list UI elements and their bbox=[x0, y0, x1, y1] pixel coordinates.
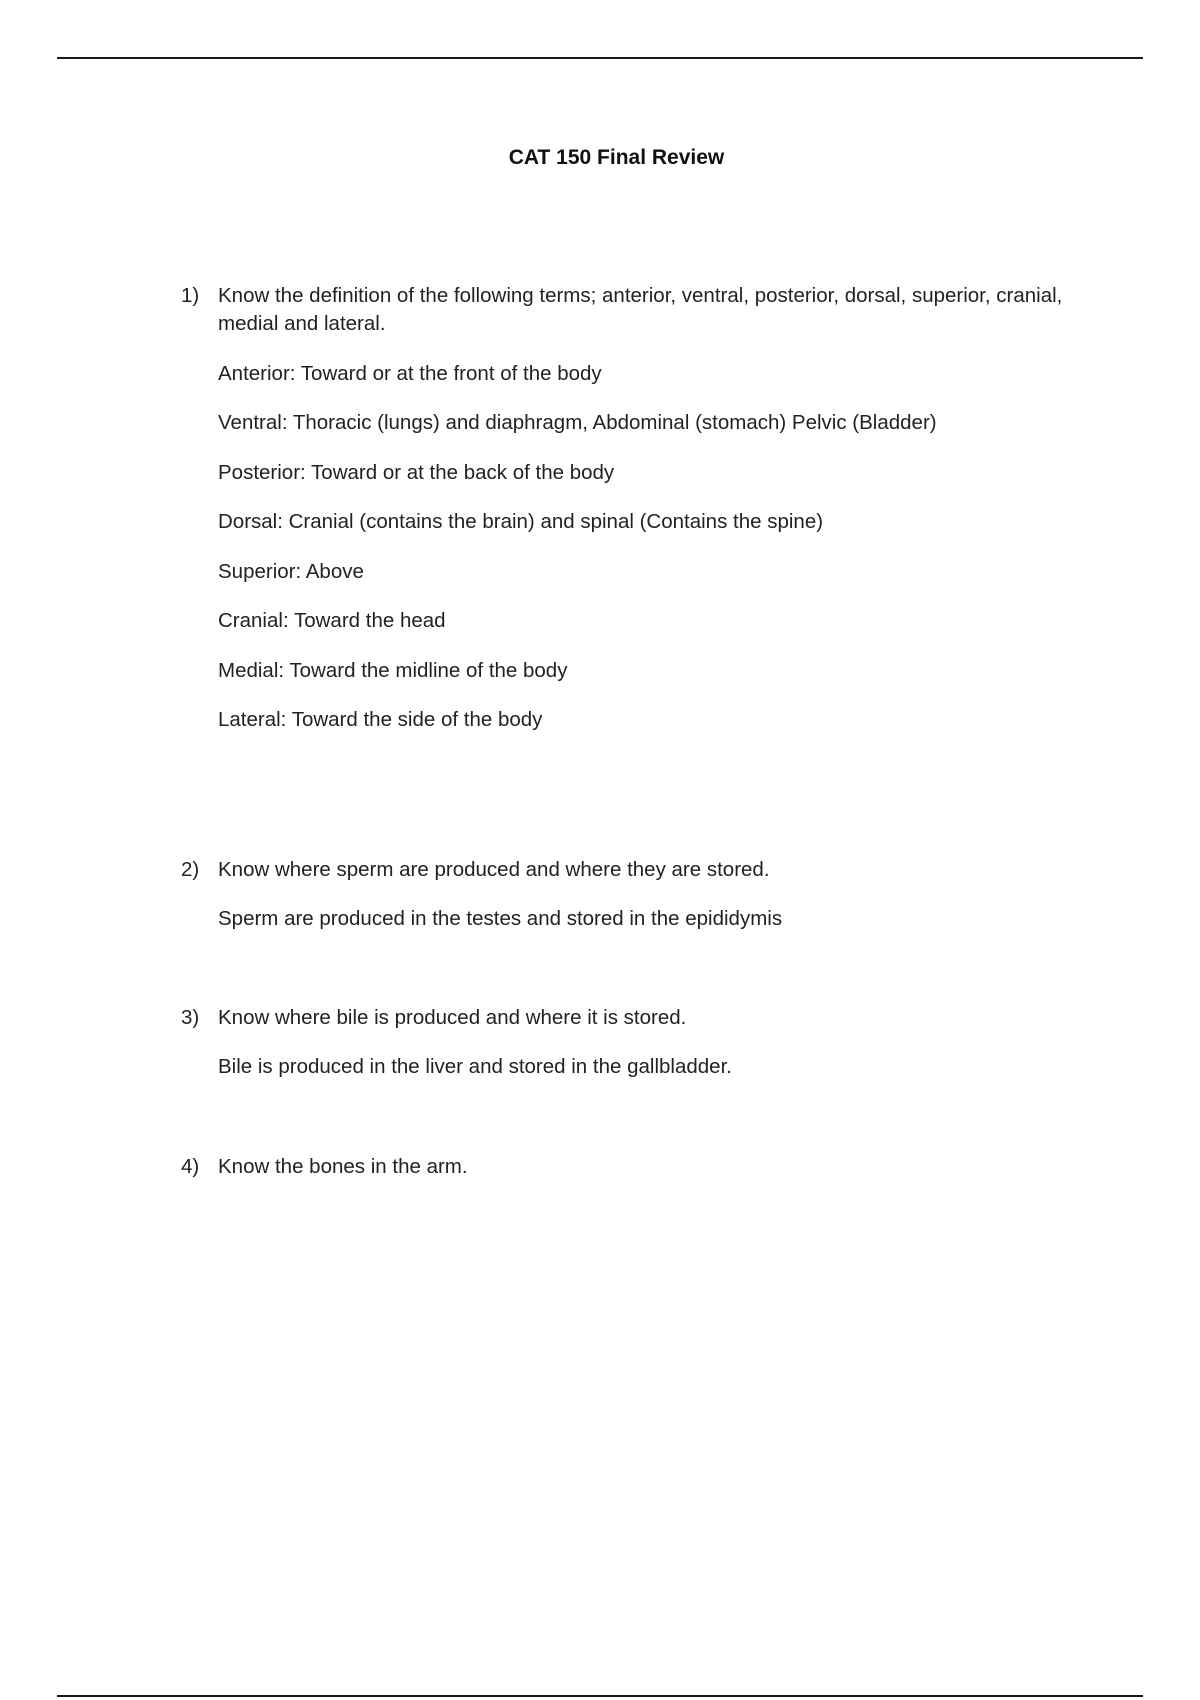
question-prompt: Know where sperm are produced and where they are stored. bbox=[218, 858, 770, 881]
question-number: 2) bbox=[181, 858, 200, 881]
answer-ventral: Ventral: Thoracic (lungs) and diaphragm, Abdominal (stomach) Pelvic (Bladder) bbox=[218, 411, 937, 434]
question-3 bbox=[181, 1004, 1081, 1032]
question-number: 4) bbox=[181, 1155, 200, 1178]
answer-anterior: Anterior: Toward or at the front of the body bbox=[218, 362, 602, 385]
question-1 bbox=[181, 282, 1081, 338]
answer-cranial: Cranial: Toward the head bbox=[218, 609, 446, 632]
answer-superior: Superior: Above bbox=[218, 560, 364, 583]
bottom-divider bbox=[57, 1695, 1143, 1697]
answer-medial: Medial: Toward the midline of the body bbox=[218, 659, 568, 682]
answer-lateral: Lateral: Toward the side of the body bbox=[218, 708, 543, 731]
question-2 bbox=[181, 856, 1081, 884]
page-title: CAT 150 Final Review bbox=[508, 146, 725, 169]
top-divider bbox=[57, 57, 1143, 59]
question-prompt: Know the definition of the following terms; anterior, ventral, posterior, dorsal, superior, cranial, medial and lateral. bbox=[218, 284, 1063, 335]
question-number: 1) bbox=[181, 284, 200, 307]
question-prompt: Know where bile is produced and where it is stored. bbox=[218, 1006, 687, 1029]
question-number: 3) bbox=[181, 1006, 200, 1029]
answer-bile: Bile is produced in the liver and stored in the gallbladder. bbox=[218, 1055, 732, 1078]
answer-dorsal: Dorsal: Cranial (contains the brain) and spinal (Contains the spine) bbox=[218, 510, 824, 533]
question-prompt: Know the bones in the arm. bbox=[218, 1155, 468, 1178]
answer-posterior: Posterior: Toward or at the back of the body bbox=[218, 461, 615, 484]
question-4 bbox=[181, 1153, 1081, 1181]
answer-sperm: Sperm are produced in the testes and stored in the epididymis bbox=[218, 907, 783, 930]
